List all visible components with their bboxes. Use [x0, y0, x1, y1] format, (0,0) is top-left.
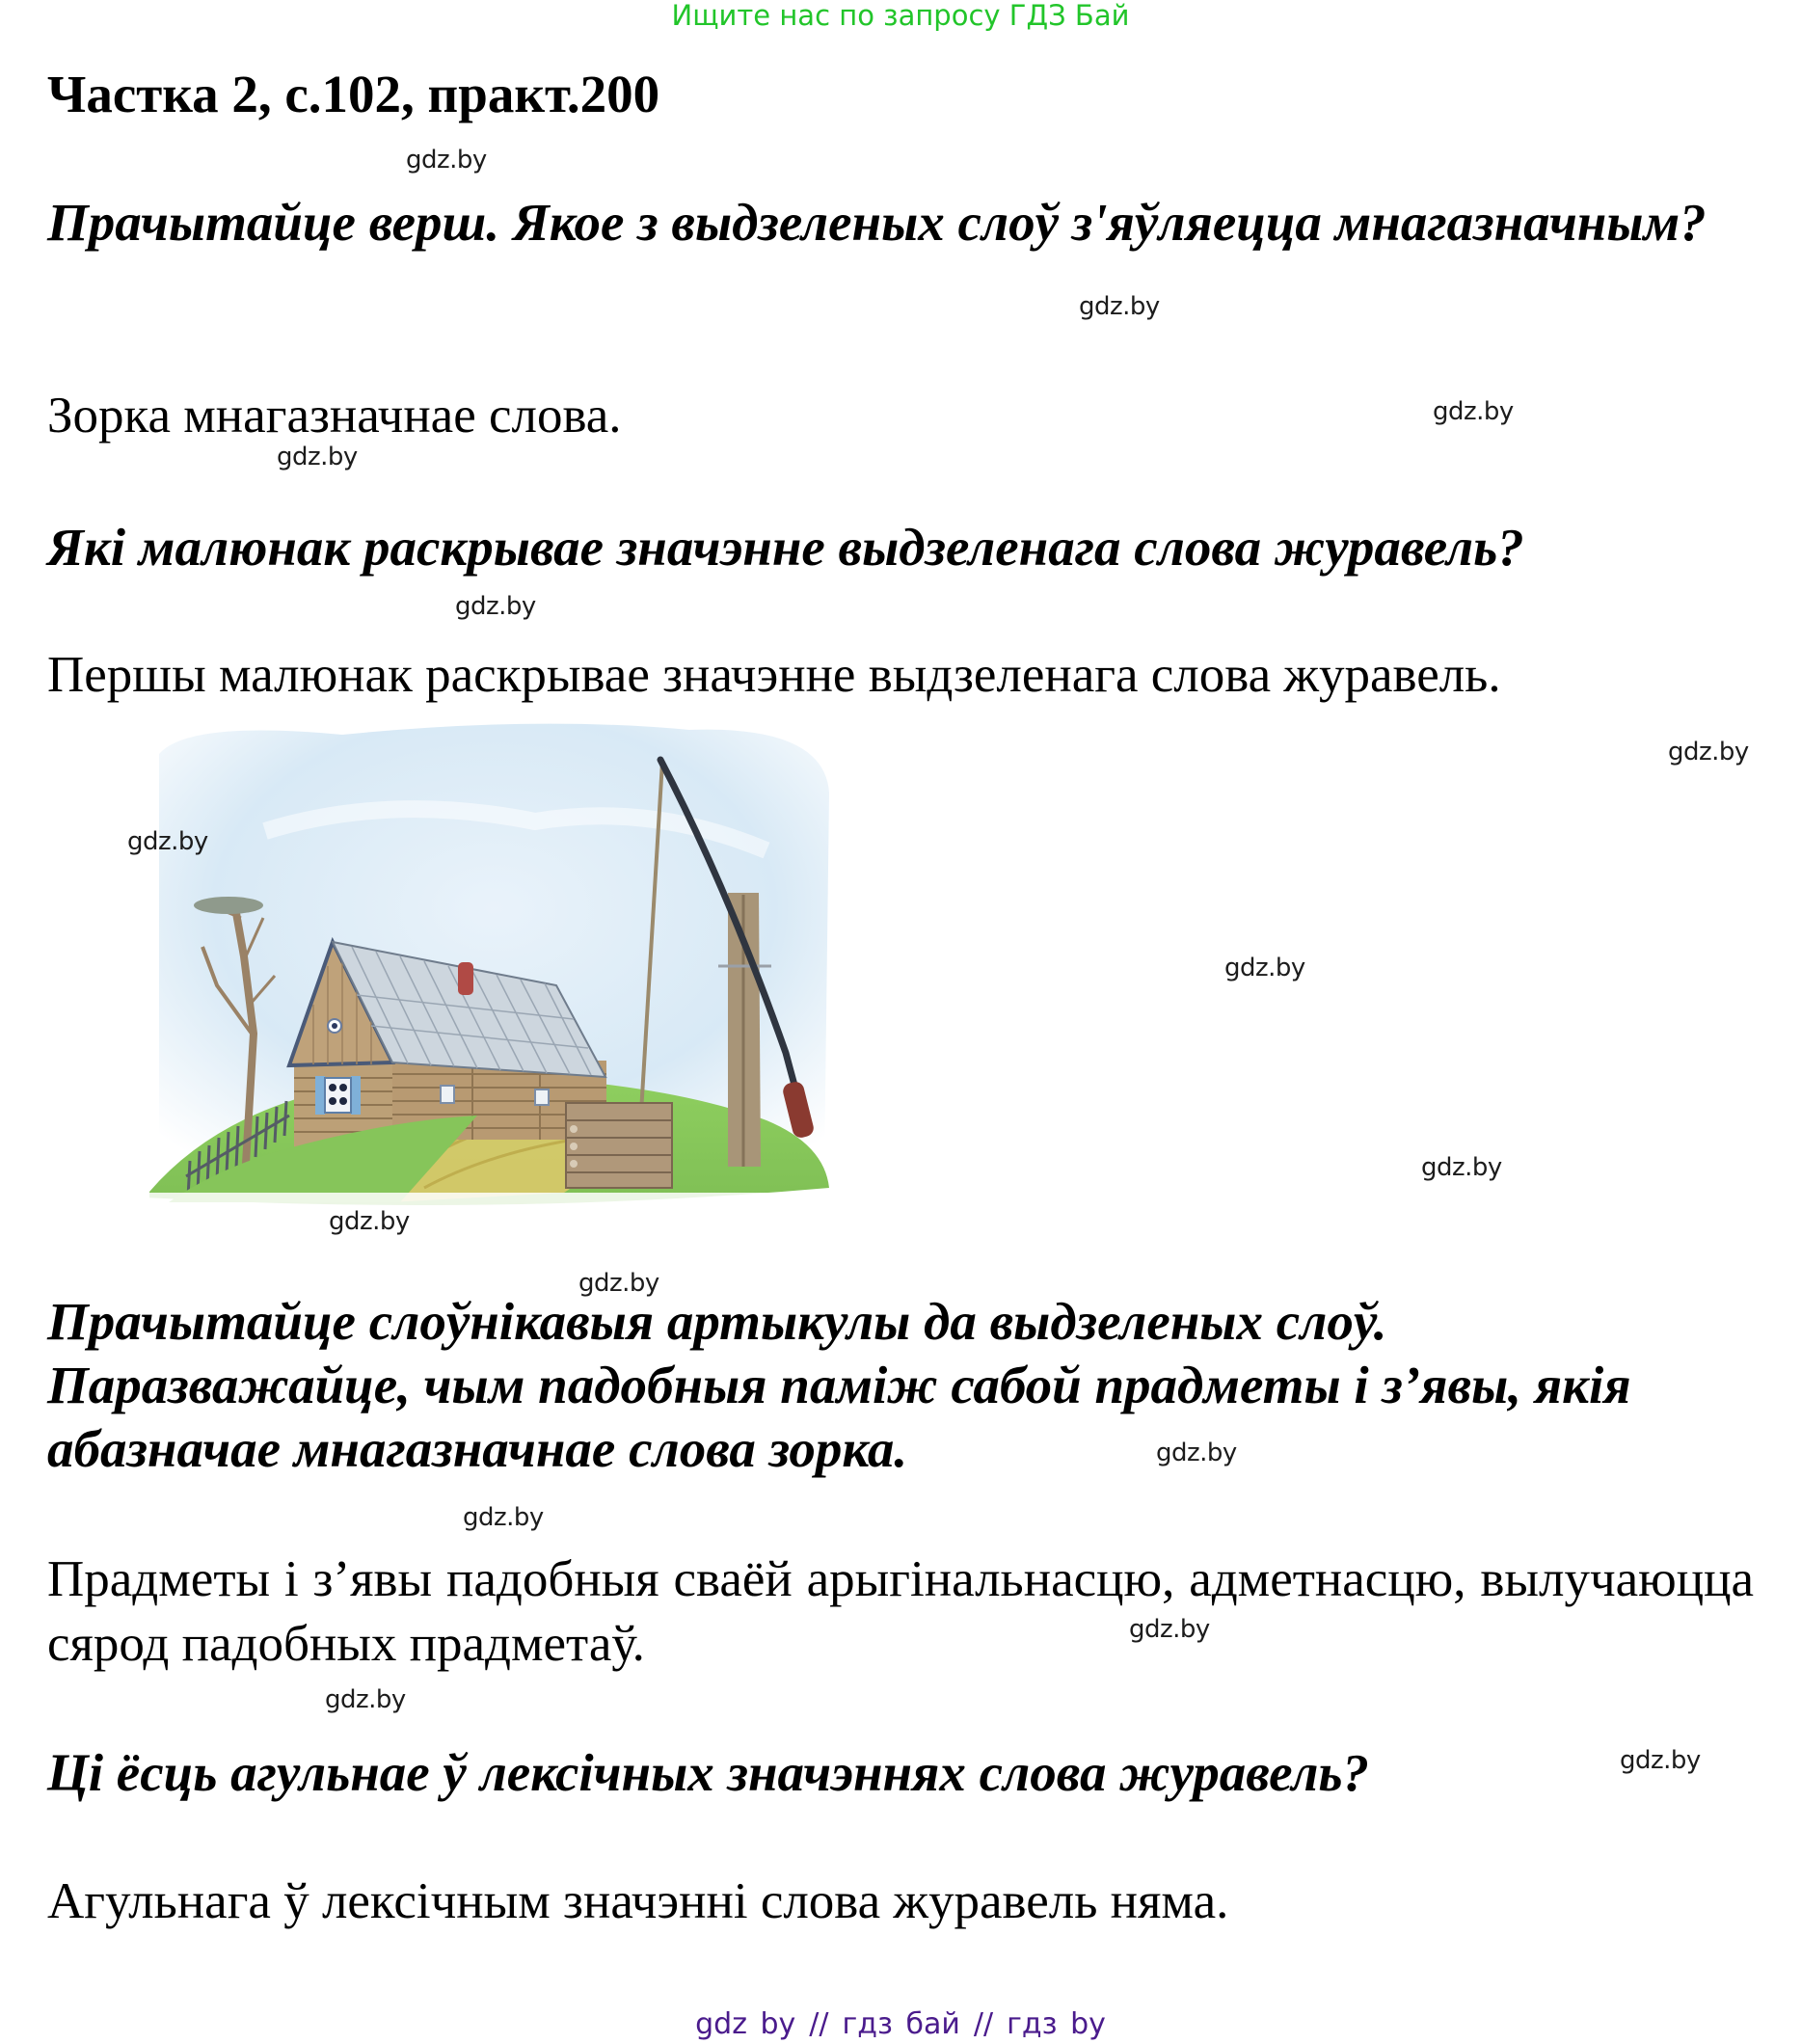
question-3-line-2: Паразважайце, чым падобныя паміж сабой прадметы і з’явы, якія	[47, 1356, 1631, 1414]
answer-1: Зорка мнагазначнае слова.	[47, 388, 622, 444]
watermark-gdz-by: gdz.by	[578, 1269, 659, 1298]
promo-banner[interactable]: Ищите нас по запросу ГДЗ Бай	[671, 0, 1130, 32]
watermark-gdz-by: gdz.by	[325, 1685, 406, 1714]
watermark-gdz-by: gdz.by	[1079, 292, 1160, 321]
watermark-gdz-by: gdz.by	[455, 592, 536, 621]
watermark-gdz-by: gdz.by	[1224, 954, 1305, 982]
footer-link-gdz-bai[interactable]: гдз бай	[842, 2007, 960, 2041]
page-title: Частка 2, с.102, практ.200	[47, 65, 660, 123]
watermark-gdz-by: gdz.by	[1620, 1746, 1701, 1775]
question-1: Прачытайце верш. Якое з выдзеленых слоў з'яўляецца мнагазначным?	[47, 193, 1707, 252]
footer-separator: //	[809, 2007, 829, 2041]
watermark-gdz-by: gdz.by	[127, 827, 208, 856]
question-2: Які малюнак раскрывае значэнне выдзеленага слова журавель?	[47, 518, 1524, 577]
question-3-line-1: Прачытайце слоўнікавыя артыкулы да выдзеленых слоў.	[47, 1292, 1387, 1351]
question-3-line-3: абазначае мнагазначнае слова зорка.	[47, 1419, 908, 1478]
footer-link-gdz-by-cyr[interactable]: гдз by	[1007, 2007, 1106, 2041]
watermark-gdz-by: gdz.by	[1129, 1615, 1210, 1644]
chimney	[458, 962, 473, 995]
watermark-gdz-by: gdz.by	[1421, 1153, 1502, 1182]
answer-3: Прадметы і з’явы падобныя сваёй арыгінальнасцю, адметнасцю, вылучаюцца сярод падобных прадметаў.	[47, 1551, 1754, 1672]
answer-4: Агульнага ў лексічным значэнні слова журавель няма.	[47, 1873, 1229, 1929]
watermark-gdz-by: gdz.by	[406, 146, 487, 175]
footer-links	[0, 2005, 1801, 2044]
footer-link-gdz-by[interactable]: gdz by	[695, 2007, 796, 2041]
stork-nest	[194, 897, 263, 914]
illustration-village-well	[149, 715, 839, 1217]
watermark-gdz-by: gdz.by	[463, 1503, 544, 1532]
question-4: Ці ёсць агульнае ў лексічных значэннях слова журавель?	[47, 1743, 1370, 1802]
watermark-gdz-by: gdz.by	[277, 443, 358, 471]
well-sweep-illustration	[149, 715, 839, 1217]
footer-separator: //	[973, 2007, 994, 2041]
watermark-gdz-by: gdz.by	[1668, 738, 1749, 766]
answer-2: Першы малюнак раскрывае значэнне выдзеленага слова журавель.	[47, 647, 1501, 703]
watermark-gdz-by: gdz.by	[329, 1207, 410, 1236]
watermark-gdz-by: gdz.by	[1433, 397, 1514, 426]
watermark-gdz-by: gdz.by	[1156, 1439, 1237, 1467]
